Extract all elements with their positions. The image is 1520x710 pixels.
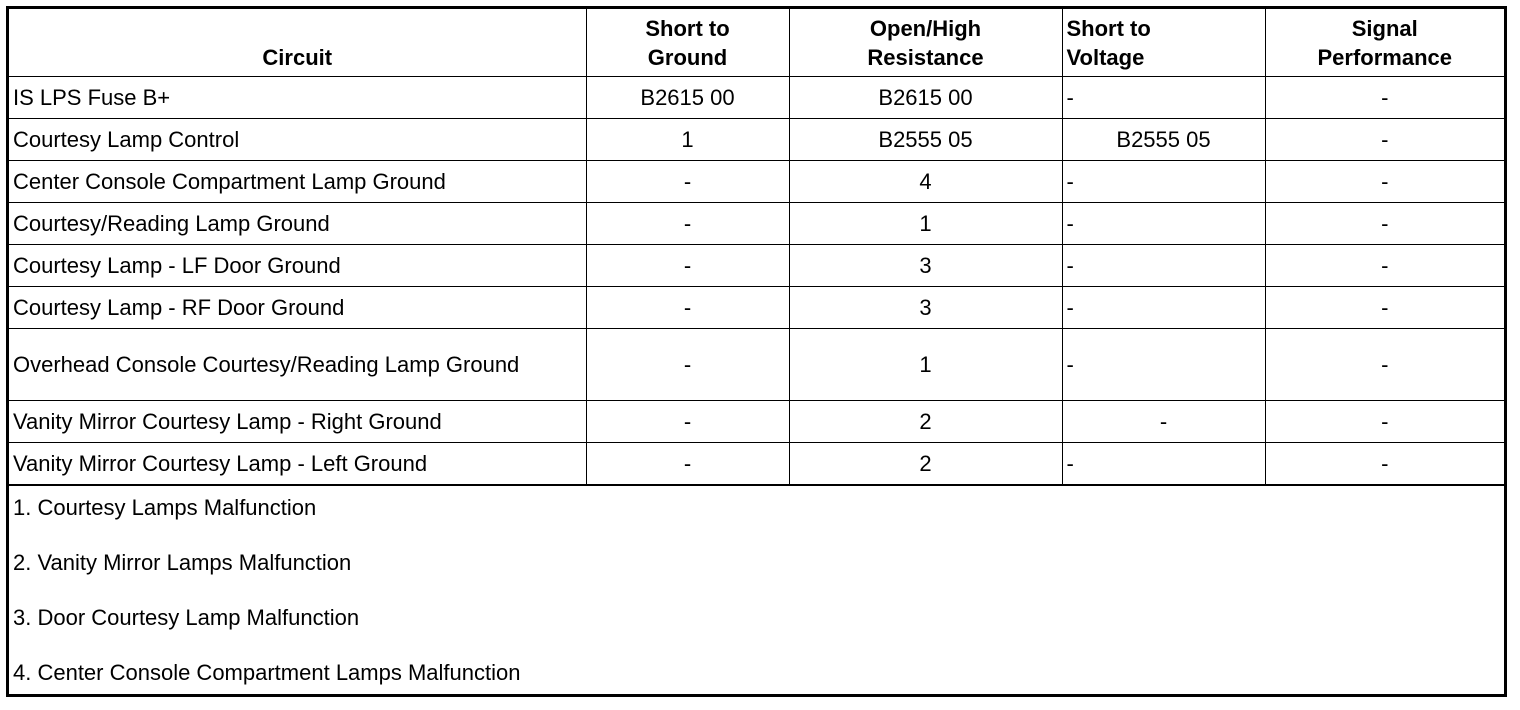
open-high-resistance-cell: B2555 05	[789, 118, 1062, 160]
open-high-resistance-cell: 2	[789, 442, 1062, 484]
table-row	[9, 202, 1504, 244]
short-to-voltage-cell: -	[1062, 160, 1265, 202]
open-high-resistance-cell: B2615 00	[789, 76, 1062, 118]
note-item: 3. Door Courtesy Lamp Malfunction	[13, 604, 360, 630]
table-row	[9, 328, 1504, 400]
signal-performance-cell: -	[1265, 286, 1504, 328]
short-to-ground-cell: -	[586, 160, 789, 202]
signal-performance-cell: -	[1265, 328, 1504, 400]
short-to-ground-cell: -	[586, 328, 789, 400]
short-to-voltage-cell: -	[1062, 328, 1265, 400]
dtc-table-frame	[6, 6, 1507, 697]
short-to-voltage-cell: -	[1062, 244, 1265, 286]
header-open-high-resistance: Open/High Resistance	[789, 9, 1062, 76]
circuit-cell: Center Console Compartment Lamp Ground	[9, 160, 586, 202]
signal-performance-cell: -	[1265, 442, 1504, 484]
open-high-resistance-cell: 1	[789, 328, 1062, 400]
open-high-resistance-cell: 1	[789, 202, 1062, 244]
short-to-voltage-cell: -	[1062, 286, 1265, 328]
circuit-cell: IS LPS Fuse B+	[9, 76, 586, 118]
table-row	[9, 286, 1504, 328]
signal-performance-cell: -	[1265, 76, 1504, 118]
header-short-to-ground: Short to Ground	[586, 9, 789, 76]
table-row	[9, 442, 1504, 484]
circuit-dtc-table	[9, 9, 1504, 485]
header-signal-performance: Signal Performance	[1265, 9, 1504, 76]
table-row	[9, 244, 1504, 286]
note-item: 4. Center Console Compartment Lamps Malfunction	[13, 659, 521, 685]
circuit-cell: Courtesy/Reading Lamp Ground	[9, 202, 586, 244]
open-high-resistance-cell: 3	[789, 286, 1062, 328]
short-to-ground-cell: 1	[586, 118, 789, 160]
table-row	[9, 400, 1504, 442]
notes-section	[9, 485, 1504, 710]
circuit-cell: Overhead Console Courtesy/Reading Lamp Ground	[9, 328, 586, 400]
note-item: 2. Vanity Mirror Lamps Malfunction	[13, 549, 352, 575]
short-to-ground-cell: -	[586, 286, 789, 328]
signal-performance-cell: -	[1265, 400, 1504, 442]
open-high-resistance-cell: 4	[789, 160, 1062, 202]
signal-performance-cell: -	[1265, 160, 1504, 202]
header-circuit: Circuit	[9, 9, 586, 76]
short-to-voltage-cell: -	[1062, 202, 1265, 244]
short-to-ground-cell: -	[586, 202, 789, 244]
open-high-resistance-cell: 2	[789, 400, 1062, 442]
signal-performance-cell: -	[1265, 118, 1504, 160]
circuit-cell: Courtesy Lamp Control	[9, 118, 586, 160]
circuit-cell: Courtesy Lamp - LF Door Ground	[9, 244, 586, 286]
signal-performance-cell: -	[1265, 244, 1504, 286]
header-short-to-voltage: Short to Voltage	[1062, 9, 1265, 76]
table-row	[9, 76, 1504, 118]
note-item: 1. Courtesy Lamps Malfunction	[13, 494, 317, 520]
circuit-cell: Vanity Mirror Courtesy Lamp - Right Ground	[9, 400, 586, 442]
short-to-voltage-cell: -	[1062, 76, 1265, 118]
short-to-ground-cell: -	[586, 400, 789, 442]
open-high-resistance-cell: 3	[789, 244, 1062, 286]
circuit-cell: Vanity Mirror Courtesy Lamp - Left Ground	[9, 442, 586, 484]
header-row	[9, 9, 1504, 76]
table-row	[9, 160, 1504, 202]
circuit-cell: Courtesy Lamp - RF Door Ground	[9, 286, 586, 328]
short-to-voltage-cell: -	[1062, 400, 1265, 442]
table-row	[9, 118, 1504, 160]
short-to-ground-cell: B2615 00	[586, 76, 789, 118]
short-to-voltage-cell: B2555 05	[1062, 118, 1265, 160]
short-to-ground-cell: -	[586, 244, 789, 286]
short-to-ground-cell: -	[586, 442, 789, 484]
short-to-voltage-cell: -	[1062, 442, 1265, 484]
signal-performance-cell: -	[1265, 202, 1504, 244]
